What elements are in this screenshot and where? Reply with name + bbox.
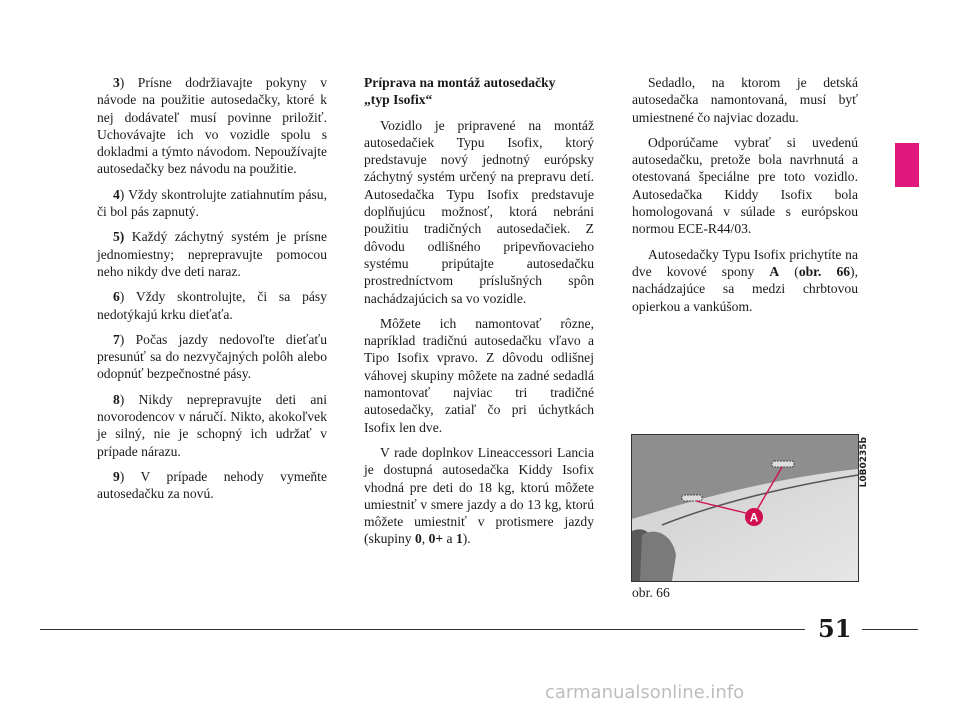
seat-paragraph: Sedadlo, na ktorom je detská autosedačka namontovaná, musí byť umiestnené čo najviac dozadu. — [632, 75, 858, 125]
recommendation-paragraph: Odporúčame vybrať si uvedenú autosedačku, pretože bola navrhnutá a otestovaná špeciálne pre toto vozidlo. Autosedačka Kiddy Isofix bola homologovaná v súlade s európskou normou ECE-R44/03. — [632, 134, 858, 237]
note-8: 8) Nikdy neprepravujte deti ani novorodencov v náručí. Nikto, akokoľvek je silný, nie je schopný ich udržať v prípade nárazu. — [97, 391, 327, 459]
figure-code: L0B0235b — [859, 437, 869, 488]
isofix-anchor-photo — [631, 434, 859, 582]
isofix-paragraph-1: Vozidlo je pripravené na montáž autosedačiek Typu Isofix, ktorý predstavuje nový jednotný európsky záchytný systém určený na prepravu detí. Autosedačka Typu Isofix predstavuje doplňujúcu možnosť, ktorá nebráni použitiu tradičných autosedačiek. Z dôvodu odlišného pripevňovacieho systému pripútajte autosedačku prostredníctvom príslušných spôn nachádzajúcich sa vo vozidle. — [364, 117, 594, 306]
figure-caption: obr. 66 — [632, 585, 670, 600]
note-6: 6) Vždy skontrolujte, či sa pásy nedotýkajú krku dieťaťa. — [97, 289, 327, 322]
section-heading: Príprava na montáž autosedačky „typ Isofix“ — [364, 75, 556, 108]
watermark: carmanualsonline.info — [545, 682, 745, 703]
isofix-paragraph-2: Môžete ich namontovať rôzne, napríklad tradičnú autosedačku vľavo a Tipo Isofix vpravo. Z dôvodu odlišnej váhovej skupiny môžete na zadné sedadlá namontovať najviac tri tradičné autosedačky, zatiaľ čo pri úchytkách Isofix len dve. — [364, 315, 594, 435]
isofix-clip-left — [682, 495, 702, 501]
footer-rule-right — [862, 629, 918, 630]
callout-label: A — [749, 510, 759, 525]
note-7: 7) Počas jazdy nedovoľte dieťaťu presunúť sa do nezvyčajných polôh alebo odopnúť bezpečnostné pásy. — [97, 331, 327, 382]
section-color-tab — [895, 143, 919, 187]
clips-paragraph: Autosedačky Typu Isofix prichytíte na dve kovové spony A (obr. 66), nachádzajúce sa medzi chrbtovou opierkou a vankúšom. — [632, 246, 858, 314]
isofix-clip-right — [772, 461, 794, 467]
note-9: 9) V prípade nehody vymeňte autosedačku za novú. — [97, 468, 327, 502]
note-3: 3) Prísne dodržiavajte pokyny v návode na použitie autosedačky, ktoré k nej dodávateľ musí povinne priložiť. Uchovávajte ich vo vozidle spolu s dokladmi a týmto návodom. Nepoužívajte autosedačky bez návodu na použitie. — [97, 75, 327, 177]
note-5: 5) Každý záchytný systém je prísne jednomiestny; neprepravujte pomocou neho nikdy dve deti naraz. — [97, 229, 327, 279]
isofix-paragraph-3: V rade doplnkov Lineaccessori Lancia je dostupná autosedačka Kiddy Isofix vhodná pre deti do 18 kg, ktorú môžete umiestniť v smere jazdy a do 13 kg, ktorú môžete umiestniť v protismere jazdy (skupiny 0, 0+ a 1). — [364, 444, 594, 547]
note-4: 4) Vždy skontrolujte zatiahnutím pásu, či bol pás zapnutý. — [97, 186, 327, 220]
left-column — [97, 74, 327, 511]
page-number: 51 — [818, 614, 852, 643]
right-column — [632, 74, 858, 323]
seat-illustration — [632, 435, 858, 581]
middle-column — [364, 74, 594, 556]
footer-rule-left — [40, 629, 805, 630]
